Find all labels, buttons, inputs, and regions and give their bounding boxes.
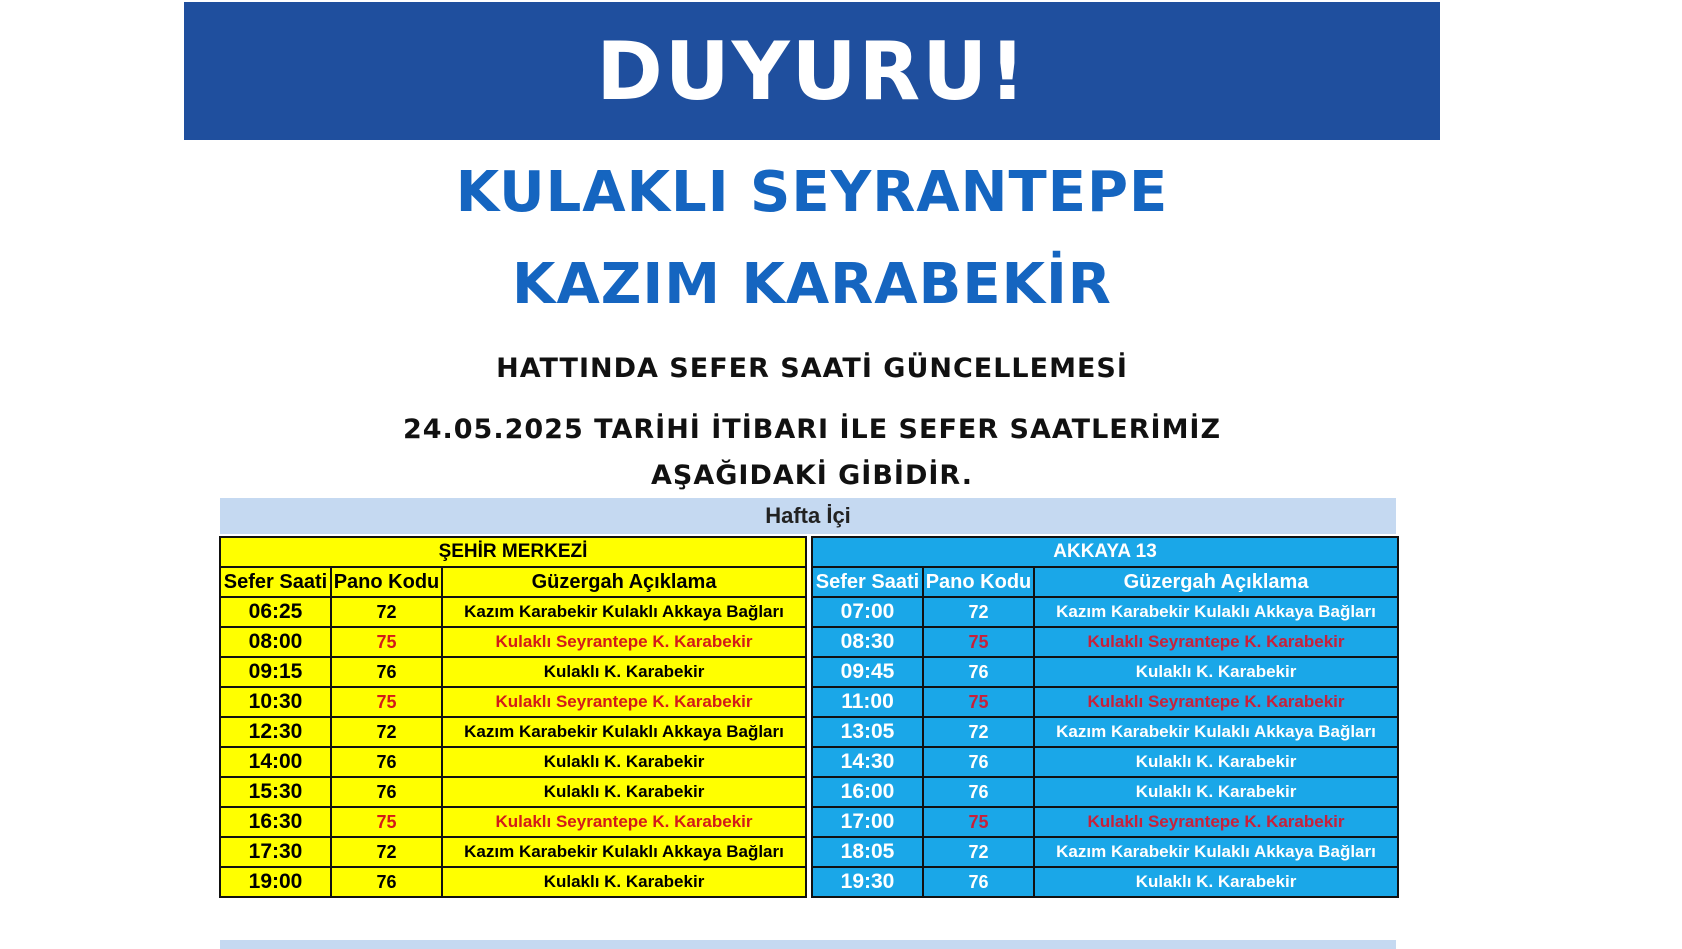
board-code-cell: 75: [331, 807, 442, 837]
table-row: [812, 657, 1398, 687]
route-description-cell: Kulaklı K. Karabekir: [442, 867, 806, 897]
board-code-cell: 76: [923, 777, 1034, 807]
route-description-cell: Kazım Karabekir Kulaklı Akkaya Bağları: [1034, 597, 1398, 627]
column-header-time: Sefer Saati: [812, 567, 923, 597]
table-row: [812, 687, 1398, 717]
board-code-cell: 76: [923, 747, 1034, 777]
route-description-cell: Kulaklı K. Karabekir: [1034, 777, 1398, 807]
departure-time-cell: 06:25: [220, 597, 331, 627]
route-description-cell: Kulaklı K. Karabekir: [442, 747, 806, 777]
table-row: [220, 777, 806, 807]
route-description-cell: Kulaklı K. Karabekir: [1034, 747, 1398, 777]
route-description-cell: Kazım Karabekir Kulaklı Akkaya Bağları: [1034, 717, 1398, 747]
route-description-cell: Kulaklı K. Karabekir: [1034, 657, 1398, 687]
table-row: [812, 777, 1398, 807]
table-row: [220, 807, 806, 837]
board-code-cell: 72: [923, 837, 1034, 867]
akkaya-schedule-table: [811, 536, 1399, 898]
route-description-cell: Kulaklı Seyrantepe K. Karabekir: [1034, 627, 1398, 657]
board-code-cell: 75: [331, 687, 442, 717]
weekend-header-partial: [220, 940, 1396, 949]
board-code-cell: 76: [331, 777, 442, 807]
table-row: [220, 837, 806, 867]
board-code-cell: 75: [923, 807, 1034, 837]
update-subtitle: HATTINDA SEFER SAATİ GÜNCELLEMESİ: [496, 353, 1128, 384]
route-description-cell: Kazım Karabekir Kulaklı Akkaya Bağları: [442, 597, 806, 627]
table-row: [812, 867, 1398, 897]
table-row: [220, 747, 806, 777]
route-description-cell: Kulaklı Seyrantepe K. Karabekir: [442, 807, 806, 837]
route-description-cell: Kulaklı Seyrantepe K. Karabekir: [1034, 687, 1398, 717]
board-code-cell: 72: [331, 717, 442, 747]
board-code-cell: 76: [331, 867, 442, 897]
route-description-cell: Kulaklı Seyrantepe K. Karabekir: [442, 627, 806, 657]
route-description-cell: Kulaklı Seyrantepe K. Karabekir: [442, 687, 806, 717]
board-code-cell: 72: [331, 597, 442, 627]
route-title-line-1: KULAKLI SEYRANTEPE: [455, 160, 1169, 225]
departure-time-cell: 09:45: [812, 657, 923, 687]
board-code-cell: 75: [923, 627, 1034, 657]
schedule-body: [220, 597, 806, 897]
route-description-cell: Kulaklı Seyrantepe K. Karabekir: [1034, 807, 1398, 837]
route-description-cell: Kazım Karabekir Kulaklı Akkaya Bağları: [442, 717, 806, 747]
departure-time-cell: 13:05: [812, 717, 923, 747]
column-header-time: Sefer Saati: [220, 567, 331, 597]
board-code-cell: 76: [923, 867, 1034, 897]
table-row: [220, 657, 806, 687]
route-description-cell: Kulaklı K. Karabekir: [442, 777, 806, 807]
table-row: [812, 597, 1398, 627]
departure-time-cell: 16:30: [220, 807, 331, 837]
column-header-route: Güzergah Açıklama: [1034, 567, 1398, 597]
table-group-header: AKKAYA 13: [812, 537, 1398, 567]
departure-time-cell: 07:00: [812, 597, 923, 627]
departure-time-cell: 17:00: [812, 807, 923, 837]
schedule-body: [812, 597, 1398, 897]
banner-title: DUYURU!: [596, 24, 1028, 118]
route-description-cell: Kulaklı K. Karabekir: [442, 657, 806, 687]
table-row: [220, 867, 806, 897]
route-description-cell: Kazım Karabekir Kulaklı Akkaya Bağları: [442, 837, 806, 867]
board-code-cell: 72: [923, 717, 1034, 747]
board-code-cell: 72: [923, 597, 1034, 627]
route-description-cell: Kazım Karabekir Kulaklı Akkaya Bağları: [1034, 837, 1398, 867]
departure-time-cell: 16:00: [812, 777, 923, 807]
table-group-header: ŞEHİR MERKEZİ: [220, 537, 806, 567]
table-row: [812, 627, 1398, 657]
table-row: [812, 837, 1398, 867]
announcement-banner: [184, 2, 1440, 140]
city-center-schedule-table: [219, 536, 807, 898]
departure-time-cell: 14:30: [812, 747, 923, 777]
departure-time-cell: 14:00: [220, 747, 331, 777]
departure-time-cell: 12:30: [220, 717, 331, 747]
departure-time-cell: 10:30: [220, 687, 331, 717]
departure-time-cell: 09:15: [220, 657, 331, 687]
departure-time-cell: 08:00: [220, 627, 331, 657]
board-code-cell: 72: [331, 837, 442, 867]
departure-time-cell: 11:00: [812, 687, 923, 717]
board-code-cell: 76: [923, 657, 1034, 687]
departure-time-cell: 19:00: [220, 867, 331, 897]
board-code-cell: 76: [331, 657, 442, 687]
departure-time-cell: 15:30: [220, 777, 331, 807]
board-code-cell: 76: [331, 747, 442, 777]
column-header-code: Pano Kodu: [923, 567, 1034, 597]
table-row: [812, 747, 1398, 777]
table-row: [812, 807, 1398, 837]
board-code-cell: 75: [331, 627, 442, 657]
table-row: [220, 687, 806, 717]
departure-time-cell: 19:30: [812, 867, 923, 897]
table-row: [220, 597, 806, 627]
effective-date-notice: 24.05.2025 TARİHİ İTİBARI İLE SEFER SAATLERİMİZ: [402, 414, 1222, 445]
route-title-line-2: KAZIM KARABEKİR: [512, 252, 1112, 317]
table-row: [220, 627, 806, 657]
table-row: [220, 717, 806, 747]
table-row: [812, 717, 1398, 747]
column-header-route: Güzergah Açıklama: [442, 567, 806, 597]
effective-date-notice-continued: AŞAĞIDAKİ GİBİDİR.: [651, 460, 973, 491]
route-description-cell: Kulaklı K. Karabekir: [1034, 867, 1398, 897]
weekday-header: Hafta İçi: [220, 498, 1396, 534]
departure-time-cell: 18:05: [812, 837, 923, 867]
departure-time-cell: 17:30: [220, 837, 331, 867]
column-header-code: Pano Kodu: [331, 567, 442, 597]
departure-time-cell: 08:30: [812, 627, 923, 657]
board-code-cell: 75: [923, 687, 1034, 717]
